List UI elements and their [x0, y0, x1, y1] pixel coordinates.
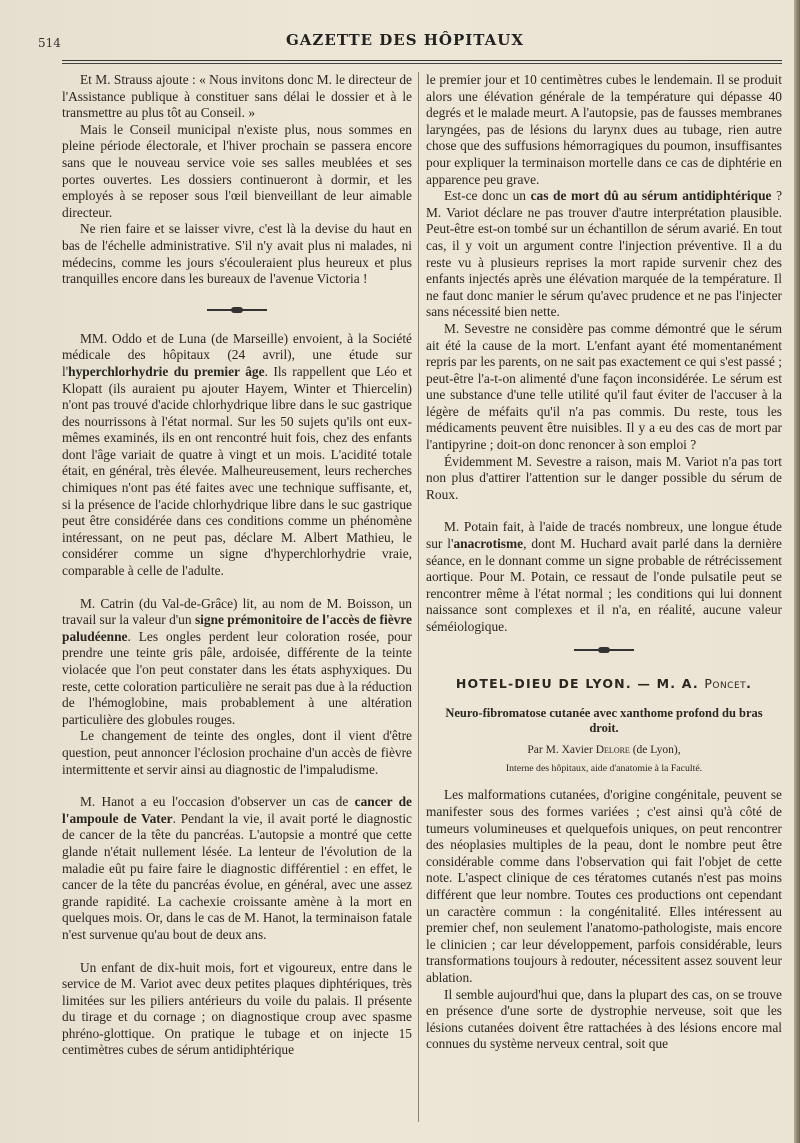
- paragraph: Est-ce donc un cas de mort dû au sérum antidiphtérique ? M. Variot déclare ne pas trouver d'autre interprétation plausible. Peut-être est-on tombé sur un échantillon de sérum avarié. En tout cas, il y voit un argument contre l'injection préventive. Il a du reste vu à plusieurs reprises la mort rapide survenir chez des enfants injectés après une élévation marquée de la température. Il ne faut donc manier le sérum qu'avec prudence et ne pas l'injecter sans nécessité bien nette.: [426, 188, 783, 320]
- section-ornament: [207, 308, 267, 312]
- article-affiliation: Interne des hôpitaux, aide d'anatomie à la Faculté.: [505, 762, 703, 774]
- bold-topic: signe prémonitoire de l'accès de fièvre paludéenne: [62, 612, 412, 644]
- paragraph: le premier jour et 10 centimètres cubes le lendemain. Il se produit alors une élévation générale de la température qui dépasse 40 degrés et le malade meurt. A l'autopsie, pas de fausses membranes laryngées, pas de lésions du larynx dues au tubage, rien autre chose que des suffusions hémorragiques du poumon, insuffisantes pour expliquer la terminaison mortelle dans ce cas de diphtérie en apparence peu grave.: [426, 72, 782, 187]
- paragraph: Mais le Conseil municipal n'existe plus, nous sommes en pleine période électorale, et l'hiver prochain se passera encore sans que le nouveau service voie ses salles meublées et ses portes ouvertes. Les dossiers continueront à dormir, et les employés à se reposer sous l'œil bienveillant de leur aimable directeur.: [62, 121, 412, 220]
- paragraph: M. Sevestre ne considère pas comme démontré que le sérum ait été la cause de la mort. L'enfant ayant été momentanément repris par les parents, on ne sait pas exactement ce qui s'est passé ; peut-être l'a-t-on alimenté d'une façon inconsidérée. Le sérum est une substance d'une telle utilité qu'il faut éviter de l'accuser à la légère de méfaits qu'il n'a pas commis. Du reste, tous les médicaments peuvent être nuisibles. Il y a eu des cas de mort par l'antipyrine ; doit-on donc renoncer à son emploi ?: [426, 320, 782, 453]
- paragraph: M. Potain fait, à l'aide de tracés nombreux, une longue étude sur l'anacrotisme, dont M. Huchard avait parlé dans la dernière séance, en le donnant comme un signe probable de rétrécissement aortique. Pour M. Potain, ce ressaut de l'onde pulsatile peut se rencontrer même à l'état normal ; les conditions qui lui donnent naissance sont complexes et il n'a, en réalité, aucune valeur séméiologique.: [426, 519, 782, 634]
- paragraph: M. Catrin (du Val-de-Grâce) lit, au nom de M. Boisson, un travail sur la valeur d'un signe prémonitoire de l'accès de fièvre paludéenne. Les ongles perdent leur coloration rosée, pour prendre une teinte gris pâle, ardoisée, différente de la teinte violacée que l'on peut constater dans les états asphyxiques. Du reste, cette coloration particulière ne serait pas due à la réduction de l'hémoglobine, mais probablement à une altération particulière des globules rouges.: [62, 595, 412, 727]
- section-ornament: [574, 648, 634, 652]
- paragraph: Et M. Strauss ajoute : « Nous invitons donc M. le directeur de l'Assistance publique à constituer sans délai le dossier et à le transmettre au plus tôt au Conseil. »: [62, 72, 412, 121]
- page-edge: [794, 0, 800, 1143]
- page-title: GAZETTE DES HÔPITAUX: [285, 31, 524, 49]
- bold-topic: cancer de l'ampoule de Vater: [62, 794, 412, 826]
- paragraph: Les malformations cutanées, d'origine congénitale, peuvent se manifester sous des formes variées ; c'est ainsi qu'à côté de tumeurs volumineuses et quelquefois uniques, on peut rencontrer des néoplasies multiples de la peau, dont le nombre peut être considérable comme dans l'observation qui fait l'objet de cette note. L'aspect clinique de ces tératomes cutanés n'est pas moins différent que leur nombre. Toutes ces productions ont cependant un caractère commun : la congénitalité. Elles intéressent au premier chef, non seulement l'anatomo-pathologiste, mais encore le clinicien ; car leur développement, parfois considérable, leurs transformations toujours à redouter, nécessitent assez souvent leur ablation.: [426, 787, 782, 985]
- column-separator: [418, 72, 419, 1122]
- left-column: [62, 72, 412, 1059]
- paragraph: Un enfant de dix-huit mois, fort et vigoureux, entre dans le service de M. Variot avec deux petites plaques diphtériques, très limitées sur les piliers antérieurs du voile du palais. Il présente du tirage et du cornage ; on diagnostique croup avec spasme phréno-glottique. On pratique le tubage et on injecte 15 centimètres cubes de sérum antidiphtérique: [62, 959, 412, 1058]
- right-column: [426, 72, 782, 1053]
- paragraph: MM. Oddo et de Luna (de Marseille) envoient, à la Société médicale des hôpitaux (24 avril), une étude sur l'hyperchlorhydrie du premier âge. Ils rappellent que Léo et Klopatt (ils auraient pu ajouter Hayem, Winter et Thiercelin) n'ont pas trouvé d'acide chlorhydrique libre dans le suc gastrique des nourrissons à l'état normal. Sur les 50 sujets qu'ils ont eux-mêmes examinés, ils en ont rencontré huit fois, chez des enfants dont l'âge variait de quatre à vingt et un mois. L'acidité totale était, en général, très élevée. Malheureusement, leurs recherches chimiques n'ont pas été faites avec une technique suffisante, et, si la présence de l'acide chlorhydrique libre dans le suc gastrique peut être considérée dans ces conditions comme un phénomène intéressant, on ne peut pas, déclare M. Albert Mathieu, le considérer comme un signe d'hyperchlorhydrie vraie, comparable à celle de l'adulte.: [62, 330, 412, 579]
- page-number: 514: [38, 36, 61, 50]
- header-rule: [62, 60, 782, 61]
- section-heading: HOTEL-DIEU DE LYON. — M. A. Poncet.: [455, 675, 753, 691]
- bold-topic: hyperchlorhydrie du premier âge: [68, 363, 265, 379]
- paragraph: Ne rien faire et se laisser vivre, c'est là la devise du haut en bas de l'échelle administrative. S'il n'y avait plus ni malades, ni médecins, comme les jours s'écouleraient plus heureux et plus tranquilles encore dans les bureaux de l'avenue Victoria !: [62, 221, 412, 287]
- paragraph: Évidemment M. Sevestre a raison, mais M. Variot n'a pas tort non plus d'attirer l'attention sur le danger possible du sérum de Roux.: [426, 453, 782, 502]
- paragraph: Il semble aujourd'hui que, dans la plupart des cas, on se trouve en présence d'une sorte de dystrophie nerveuse, soit que les lésions cutanées doivent être rattachées à des lésions encore mal connues du système nerveux central, soit que: [426, 986, 782, 1052]
- header-rule-thin: [62, 63, 782, 64]
- page-header: [30, 28, 780, 52]
- bold-topic: anacrotisme: [453, 536, 524, 552]
- paragraph: Le changement de teinte des ongles, dont il vient d'être question, peut annoncer l'éclosion prochaine d'un accès de fièvre intermittente et servir ainsi au diagnostic de l'impaludisme.: [62, 728, 412, 777]
- article-title: Neuro-fibromatose cutanée avec xanthome profond du bras droit.: [445, 706, 763, 736]
- bold-topic: cas de mort dû au sérum antidiphtérique: [530, 188, 772, 204]
- article-author: Par M. Xavier Delore (de Lyon),: [527, 744, 681, 757]
- paragraph: M. Hanot a eu l'occasion d'observer un cas de cancer de l'ampoule de Vater. Pendant la vie, il avait porté le diagnostic de cancer de la tête du pancréas. L'autopsie a montré que cette glande n'était nullement lésée. La lenteur de l'évolution de la maladie eût pu faire faire le diagnostic différentiel : en effet, le cancer de la tête du pancréas évolue, en général, avec une assez grande rapidité. La cachexie croissante amène à la mort en quelques mois. Or, dans le cas de M. Hanot, la terminaison fatale n'est survenue qu'au bout de deux ans.: [62, 794, 412, 942]
